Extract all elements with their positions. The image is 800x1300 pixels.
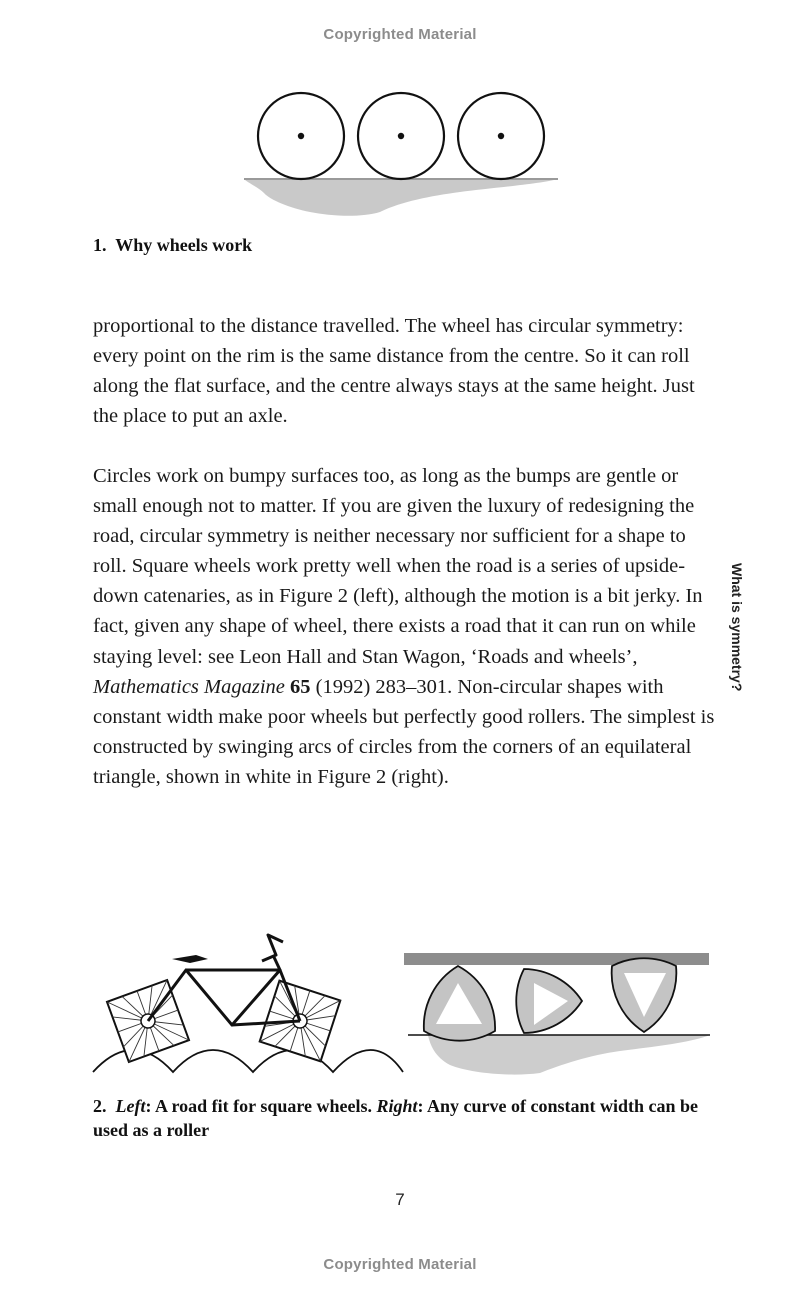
reuleaux-roller-3 bbox=[612, 958, 677, 1032]
figure2-caption-left-label: Left bbox=[115, 1096, 146, 1116]
reuleaux-roller-2 bbox=[516, 969, 582, 1033]
journal-title: Mathematics Magazine bbox=[93, 675, 285, 698]
paragraph-text: Circles work on bumpy surfaces too, as long as the bumps are gentle or small enough not to matter. If you are given the luxury of redesigning the road, circular symmetry is neither necessary nor sufficient for a shape to roll. Square wheels work pretty well when the road is a series of upside-down catenaries, as in Figure 2 (left), although the motion is a bit jerky. In fact, given any shape of wheel, there exists a road that it can run on while staying level: see Leon Hall and Stan Wagon, ‘Roads and wheels’, bbox=[93, 465, 703, 668]
chapter-side-tab bbox=[728, 563, 748, 698]
figure2-caption-right-label: Right bbox=[376, 1096, 418, 1116]
copyright-watermark-bottom: Copyrighted Material bbox=[323, 1256, 477, 1273]
figure2-caption-number: 2. bbox=[93, 1096, 107, 1116]
figure2-caption bbox=[93, 1094, 713, 1142]
figure1-caption-text: Why wheels work bbox=[115, 235, 253, 255]
figure-square-wheels-and-rollers bbox=[90, 925, 715, 1080]
paragraph-text: (1992) 283–301. Non-circular shapes with constant width make poor wheels but perfectly good rollers. The simplest is constructed by swinging arcs of circles from the corners of an equilateral triangle, shown in white in Figure 2 (right). bbox=[93, 675, 715, 788]
roller-shadow bbox=[428, 1035, 710, 1075]
chapter-side-tab-label: What is symmetry? bbox=[729, 563, 745, 692]
road-shadow bbox=[244, 179, 558, 216]
copyright-watermark-top: Copyrighted Material bbox=[323, 26, 477, 43]
figure2-caption-left-text: : A road fit for square wheels. bbox=[145, 1096, 372, 1116]
bicycle-saddle bbox=[172, 955, 208, 963]
wheel bbox=[358, 93, 444, 179]
wheel bbox=[258, 93, 344, 179]
figure2-caption-right-text: : Any curve of constant width can be used as a roller bbox=[93, 1096, 699, 1140]
figure1-caption bbox=[93, 233, 252, 257]
figure1-caption-number: 1. bbox=[93, 235, 107, 255]
wheel bbox=[458, 93, 544, 179]
journal-volume: 65 bbox=[290, 675, 311, 698]
reuleaux-roller-1 bbox=[424, 966, 495, 1041]
paragraph-wheel-symmetry: proportional to the distance travelled. The wheel has circular symmetry: every point on the rim is the same distance from the centre. So it can roll along the flat surface, and the centre always stays at the same height. Just the place to put an axle. bbox=[93, 315, 695, 428]
figure-wheels-illustration bbox=[240, 88, 560, 220]
paragraph-bumpy-surfaces bbox=[93, 461, 718, 792]
page-number: 7 bbox=[395, 1190, 405, 1209]
